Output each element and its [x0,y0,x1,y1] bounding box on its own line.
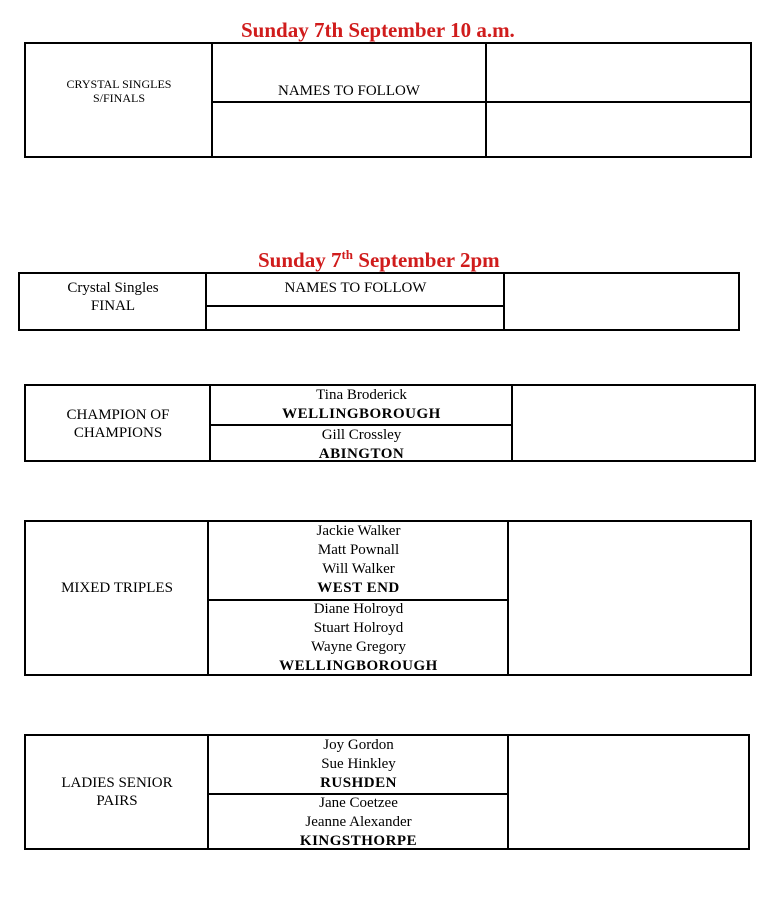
event-label: CHAMPION OF CHAMPIONS [66,407,170,441]
entry-1: Joy Gordon Sue Hinkley RUSHDEN [320,737,397,791]
entry-1: Tina Broderick WELLINGBOROUGH [282,387,441,422]
crystal-singles-sf-table [24,42,752,158]
event-label: CRYSTAL SINGLES S/FINALS [66,77,172,105]
event-label: LADIES SENIOR PAIRS [61,775,173,809]
entry-2: Diane Holroyd Stuart Holroyd Wayne Gregory WELLINGBOROUGH [279,601,438,674]
crystal-singles-final-table [18,272,740,331]
entry-2: Jane Coetzee Jeanne Alexander KINGSTHORPE [299,795,418,849]
event-label: MIXED TRIPLES [61,580,173,596]
session-heading-pm: Sunday 7th September 2pm [258,247,500,272]
entry-2: Gill Crossley ABINGTON [318,427,405,462]
event-label: Crystal Singles FINAL [67,280,159,314]
entry-1: Jackie Walker Matt Pownall Will Walker WEST END [316,523,401,596]
names-to-follow: NAMES TO FOLLOW [284,280,427,296]
mixed-triples-table [24,520,752,676]
names-to-follow: NAMES TO FOLLOW [278,83,420,99]
champion-of-champions-table [24,384,756,462]
ladies-senior-pairs-table [24,734,750,850]
session-heading-am: Sunday 7th September 10 a.m. [241,18,515,42]
